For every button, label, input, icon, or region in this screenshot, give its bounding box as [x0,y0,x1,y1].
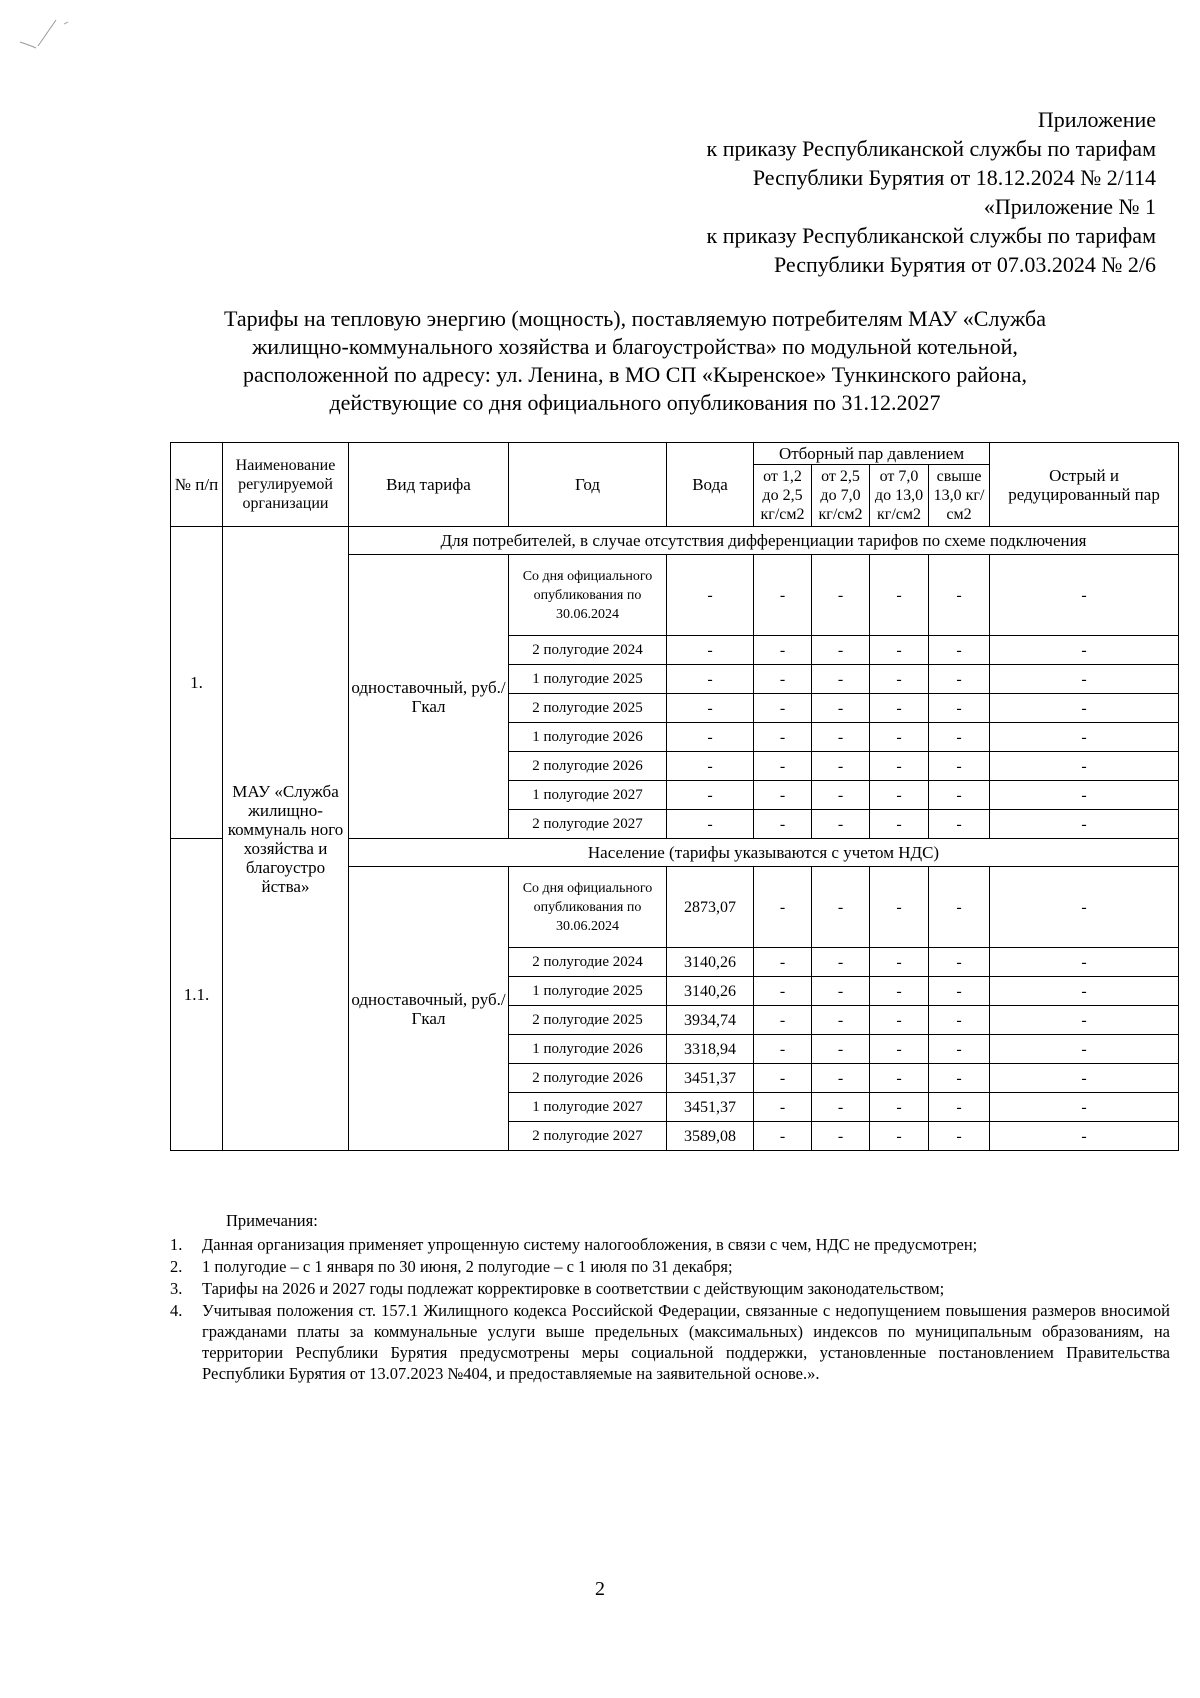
sharp-steam-tariff-cell: - [990,948,1179,977]
water-tariff-cell: 3140,26 [667,977,754,1006]
water-tariff-cell: 2873,07 [667,867,754,948]
steam-tariff-cell: - [812,665,870,694]
steam-tariff-cell: - [870,948,929,977]
header-org: Наименование регулируемой организации [223,443,349,527]
steam-tariff-cell: - [929,948,990,977]
water-tariff-cell: - [667,694,754,723]
header-pressure-2: от 2,5 до 7,0 кг/см2 [812,465,870,527]
note-item [170,1278,1170,1299]
title-line: действующие со дня официального опубликования по 31.12.2027 [329,390,941,415]
steam-tariff-cell: - [812,948,870,977]
sharp-steam-tariff-cell: - [990,810,1179,839]
note-text: Данная организация применяет упрощенную систему налогообложения, в связи с чем, НДС не предусмотрен; [202,1235,978,1254]
sharp-steam-tariff-cell: - [990,1064,1179,1093]
document-title [170,305,1100,417]
steam-tariff-cell: - [754,948,812,977]
page-number: 2 [595,1578,605,1600]
note-number: 4. [170,1301,183,1320]
period-cell: 2 полугодие 2025 [509,694,667,723]
steam-tariff-cell: - [812,781,870,810]
sharp-steam-tariff-cell: - [990,1122,1179,1151]
steam-tariff-cell: - [870,723,929,752]
sharp-steam-tariff-cell: - [990,752,1179,781]
tariff-table [170,442,1179,1151]
tariff-type-cell: одноставочный, руб./Гкал [349,555,509,839]
steam-tariff-cell: - [812,977,870,1006]
note-text: 1 полугодие – с 1 января по 30 июня, 2 полугодие – с 1 июля по 31 декабря; [202,1257,733,1276]
steam-tariff-cell: - [754,694,812,723]
steam-tariff-cell: - [812,867,870,948]
header-year: Год [509,443,667,527]
water-tariff-cell: - [667,752,754,781]
header-num: № п/п [171,443,223,527]
note-item [170,1300,1170,1384]
period-cell: 2 полугодие 2027 [509,1122,667,1151]
steam-tariff-cell: - [812,752,870,781]
steam-tariff-cell: - [812,810,870,839]
steam-tariff-cell: - [812,1006,870,1035]
steam-tariff-cell: - [754,1035,812,1064]
water-tariff-cell: 3589,08 [667,1122,754,1151]
water-tariff-cell: - [667,810,754,839]
sharp-steam-tariff-cell: - [990,867,1179,948]
period-cell: 2 полугодие 2024 [509,948,667,977]
tariff-table-body [171,527,1179,1151]
steam-tariff-cell: - [929,1122,990,1151]
notes-section [170,1210,1170,1385]
water-tariff-cell: - [667,636,754,665]
title-line: расположенной по адресу: ул. Ленина, в МО СП «Кыренское» Тункинского района, [243,362,1027,387]
section-caption: Для потребителей, в случае отсутствия дифференциации тарифов по схеме подключения [349,527,1179,555]
steam-tariff-cell: - [870,665,929,694]
sharp-steam-tariff-cell: - [990,636,1179,665]
appendix-header [707,105,1156,279]
water-tariff-cell: 3451,37 [667,1064,754,1093]
sharp-steam-tariff-cell: - [990,1006,1179,1035]
steam-tariff-cell: - [929,1035,990,1064]
period-cell: 1 полугодие 2026 [509,723,667,752]
sharp-steam-tariff-cell: - [990,665,1179,694]
sharp-steam-tariff-cell: - [990,555,1179,636]
note-text: Учитывая положения ст. 157.1 Жилищного кодекса Российской Федерации, связанные с недопущением повышения размеров вносимой гражданами платы за коммунальные услуги выше предельных (максимальных) индексов по муниципальным образованиям, на территории Республики Бурятия предусмотрены меры социальной поддержки, установленные постановлением Правительства Республики Бурятия от 13.07.2023 №404, и предоставляемые на заявительной основе.». [202,1301,1170,1383]
steam-tariff-cell: - [754,1006,812,1035]
period-cell: 2 полугодие 2026 [509,1064,667,1093]
title-line: Тарифы на тепловую энергию (мощность), поставляемую потребителям МАУ «Служба [223,306,1047,331]
steam-tariff-cell: - [870,555,929,636]
steam-tariff-cell: - [754,810,812,839]
steam-tariff-cell: - [929,1006,990,1035]
section-caption-row [171,527,1179,555]
notes-title: Примечания: [226,1211,318,1230]
period-cell: 1 полугодие 2027 [509,1093,667,1122]
steam-tariff-cell: - [929,723,990,752]
steam-tariff-cell: - [870,810,929,839]
period-cell: 2 полугодие 2027 [509,810,667,839]
period-cell: 2 полугодие 2024 [509,636,667,665]
header-line: к приказу Республиканской службы по тарифам [706,136,1156,161]
steam-tariff-cell: - [870,636,929,665]
water-tariff-cell: - [667,665,754,694]
steam-tariff-cell: - [812,1035,870,1064]
water-tariff-cell: 3451,37 [667,1093,754,1122]
sharp-steam-tariff-cell: - [990,977,1179,1006]
steam-tariff-cell: - [929,810,990,839]
water-tariff-cell: 3140,26 [667,948,754,977]
sharp-steam-tariff-cell: - [990,723,1179,752]
steam-tariff-cell: - [870,1093,929,1122]
sharp-steam-tariff-cell: - [990,1035,1179,1064]
steam-tariff-cell: - [870,1122,929,1151]
steam-tariff-cell: - [754,781,812,810]
note-number: 1. [170,1235,183,1254]
steam-tariff-cell: - [929,1064,990,1093]
steam-tariff-cell: - [812,1122,870,1151]
section-caption: Население (тарифы указываются с учетом НДС) [349,839,1179,867]
steam-tariff-cell: - [870,752,929,781]
steam-tariff-cell: - [929,867,990,948]
steam-tariff-cell: - [754,752,812,781]
header-line: к приказу Республиканской службы по тарифам [706,223,1156,248]
water-tariff-cell: - [667,781,754,810]
period-cell: Со дня официального опубликования по 30.06.2024 [509,867,667,948]
steam-tariff-cell: - [870,781,929,810]
steam-tariff-cell: - [754,723,812,752]
header-water: Вода [667,443,754,527]
title-line: жилищно-коммунального хозяйства и благоустройства» по модульной котельной, [252,334,1018,359]
steam-tariff-cell: - [870,1006,929,1035]
header-line: Республики Бурятия от 07.03.2024 № 2/6 [773,252,1156,277]
steam-tariff-cell: - [754,1064,812,1093]
water-tariff-cell: 3934,74 [667,1006,754,1035]
steam-tariff-cell: - [929,1093,990,1122]
steam-tariff-cell: - [870,1035,929,1064]
note-number: 2. [170,1257,183,1276]
note-text: Тарифы на 2026 и 2027 годы подлежат корректировке в соответствии с действующим законодательством; [202,1279,945,1298]
note-number: 3. [170,1279,183,1298]
pen-scratch-mark [16,10,86,50]
sharp-steam-tariff-cell: - [990,694,1179,723]
header-line: «Приложение № 1 [983,194,1156,219]
steam-tariff-cell: - [812,636,870,665]
sharp-steam-tariff-cell: - [990,1093,1179,1122]
header-pressure-3: от 7,0 до 13,0 кг/см2 [870,465,929,527]
header-steam-group: Отборный пар давлением [754,443,990,465]
period-cell: 1 полугодие 2025 [509,665,667,694]
water-tariff-cell: 3318,94 [667,1035,754,1064]
water-tariff-cell: - [667,723,754,752]
period-cell: Со дня официального опубликования по 30.06.2024 [509,555,667,636]
header-line: Республики Бурятия от 18.12.2024 № 2/114 [752,165,1156,190]
steam-tariff-cell: - [754,977,812,1006]
header-line: Приложение [1037,107,1156,132]
steam-tariff-cell: - [929,555,990,636]
header-tariff-type: Вид тарифа [349,443,509,527]
period-cell: 1 полугодие 2027 [509,781,667,810]
steam-tariff-cell: - [812,1064,870,1093]
steam-tariff-cell: - [870,977,929,1006]
steam-tariff-cell: - [929,665,990,694]
steam-tariff-cell: - [929,977,990,1006]
steam-tariff-cell: - [754,1122,812,1151]
period-cell: 1 полугодие 2026 [509,1035,667,1064]
steam-tariff-cell: - [754,555,812,636]
steam-tariff-cell: - [812,555,870,636]
steam-tariff-cell: - [870,867,929,948]
period-cell: 2 полугодие 2026 [509,752,667,781]
sharp-steam-tariff-cell: - [990,781,1179,810]
steam-tariff-cell: - [754,665,812,694]
section-number: 1.1. [171,839,223,1151]
water-tariff-cell: - [667,555,754,636]
steam-tariff-cell: - [929,694,990,723]
organization-name: МАУ «Служба жилищно-коммуналь ного хозяйства и благоустро йства» [223,527,349,1151]
note-item [170,1234,1170,1255]
header-pressure-1: от 1,2 до 2,5 кг/см2 [754,465,812,527]
tariff-type-cell: одноставочный, руб./Гкал [349,867,509,1151]
steam-tariff-cell: - [812,1093,870,1122]
period-cell: 2 полугодие 2025 [509,1006,667,1035]
steam-tariff-cell: - [870,694,929,723]
steam-tariff-cell: - [754,1093,812,1122]
steam-tariff-cell: - [929,781,990,810]
section-number: 1. [171,527,223,839]
header-pressure-4: свыше 13,0 кг/см2 [929,465,990,527]
steam-tariff-cell: - [754,636,812,665]
steam-tariff-cell: - [754,867,812,948]
steam-tariff-cell: - [929,636,990,665]
period-cell: 1 полугодие 2025 [509,977,667,1006]
header-sharp-steam: Острый и редуцированный пар [990,443,1179,527]
note-item [170,1256,1170,1277]
steam-tariff-cell: - [812,723,870,752]
steam-tariff-cell: - [870,1064,929,1093]
steam-tariff-cell: - [812,694,870,723]
steam-tariff-cell: - [929,752,990,781]
